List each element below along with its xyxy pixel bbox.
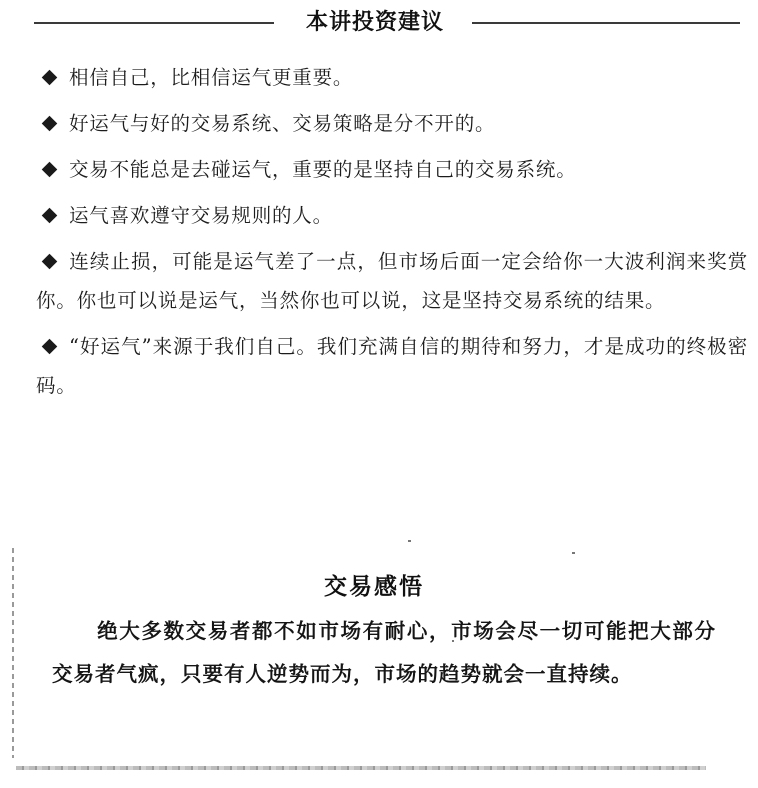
advice-text: 交易不能总是去碰运气，重要的是坚持自己的交易系统。 [69, 158, 577, 181]
advice-text: 相信自己，比相信运气更重要。 [69, 66, 354, 89]
diamond-bullet-icon [42, 338, 58, 354]
advice-text: 运气喜欢遵守交易规则的人。 [69, 204, 333, 227]
advice-item [36, 104, 748, 143]
scan-speck [408, 540, 411, 542]
diamond-bullet-icon [42, 115, 58, 131]
trading-insight-box [12, 548, 736, 772]
insight-text: 绝大多数交易者都不如市场有耐心，市场会尽一切可能把大部分交易者气疯，只要有人逆势而为，市场的趋势就会一直持续。 [52, 619, 716, 686]
header-rule-left [34, 22, 274, 24]
diamond-bullet-icon [42, 69, 58, 85]
diamond-bullet-icon [42, 161, 58, 177]
section-title: 本讲投资建议 [305, 10, 444, 35]
advice-item [36, 58, 748, 97]
diamond-bullet-icon [42, 207, 58, 223]
box-bottom-border [16, 766, 706, 770]
advice-list [36, 58, 748, 412]
advice-text: 连续止损，可能是运气差了一点，但市场后面一定会给你一大波利润来奖赏你。你也可以说是运气，当然你也可以说，这是坚持交易系统的结果。 [36, 250, 748, 312]
insight-title: 交易感悟 [324, 574, 424, 600]
advice-text: “好运气”来源于我们自己。我们充满自信的期待和努力，才是成功的终极密码。 [36, 335, 748, 397]
advice-text: 好运气与好的交易系统、交易策略是分不开的。 [69, 112, 496, 135]
header-rule-right [472, 22, 740, 24]
advice-item [36, 242, 748, 320]
advice-item [36, 196, 748, 235]
advice-item [36, 150, 748, 189]
scan-speck [572, 552, 575, 554]
advice-item [36, 327, 748, 405]
diamond-bullet-icon [42, 253, 58, 269]
section-header [0, 8, 758, 38]
